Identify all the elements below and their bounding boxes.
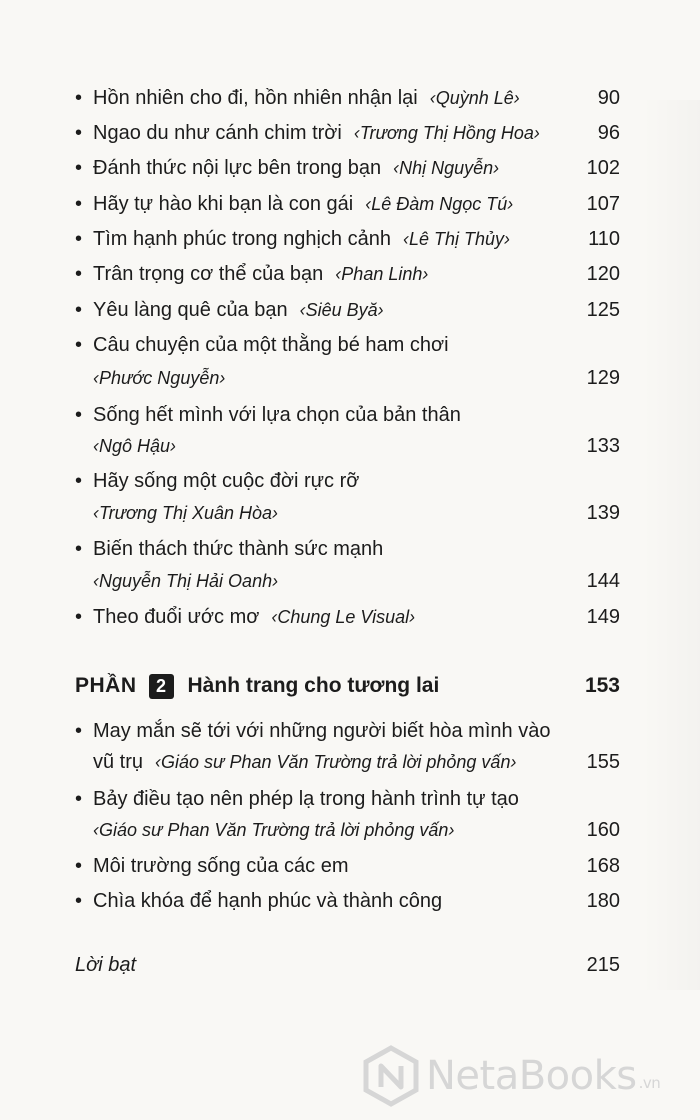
toc-afterword[interactable] <box>75 948 620 982</box>
entry-title: Trân trọng cơ thể của bạn <box>93 263 324 285</box>
bullet: • <box>75 538 83 560</box>
toc-entry[interactable] <box>75 398 620 432</box>
entry-title: Ngao du như cánh chim trời <box>93 122 342 144</box>
bullet: • <box>75 193 83 215</box>
toc-entry[interactable] <box>75 464 620 498</box>
bullet: • <box>75 890 83 912</box>
toc-entry-continuation <box>75 361 620 395</box>
watermark-brand: NetaBooks <box>426 1053 637 1099</box>
part-number-badge: 2 <box>149 674 174 699</box>
entry-title: Chìa khóa để hạnh phúc và thành công <box>93 890 443 912</box>
afterword-page: 215 <box>586 954 620 976</box>
entry-author: ‹Giáo sư Phan Văn Trường trả lời phỏng vấn› <box>155 752 517 772</box>
bullet: • <box>75 470 83 492</box>
entry-page: 149 <box>586 606 620 628</box>
entry-title: Đánh thức nội lực bên trong bạn <box>93 157 382 179</box>
part-title: Hành trang cho tương lai <box>187 674 440 697</box>
toc-entry[interactable] <box>75 782 620 816</box>
entry-title: Hãy tự hào khi bạn là con gái <box>93 193 354 215</box>
entry-author: ‹Phan Linh› <box>335 264 429 284</box>
entry-page: 168 <box>586 855 620 877</box>
netabooks-watermark <box>362 1042 692 1110</box>
entry-title: Biến thách thức thành sức mạnh <box>93 538 384 560</box>
part-page: 153 <box>584 674 620 697</box>
entry-page: 125 <box>586 299 620 321</box>
entry-page: 102 <box>586 157 620 179</box>
entry-author: ‹Nguyễn Thị Hải Oanh› <box>93 571 279 591</box>
toc-entry[interactable] <box>75 293 620 327</box>
part-label: PHẦN <box>75 674 137 697</box>
entry-page: 90 <box>597 87 620 109</box>
bullet: • <box>75 855 83 877</box>
entry-author: ‹Chung Le Visual› <box>271 607 416 627</box>
entry-page: 139 <box>586 502 620 524</box>
bullet: • <box>75 263 83 285</box>
toc-entry[interactable] <box>75 81 620 115</box>
entry-author: ‹Lê Thị Thủy› <box>402 229 511 249</box>
toc-entry-continuation <box>75 813 620 847</box>
toc-entry-continuation <box>75 745 620 779</box>
bullet: • <box>75 404 83 426</box>
entry-title: Môi trường sống của các em <box>93 855 349 877</box>
bullet: • <box>75 122 83 144</box>
entry-title: Tìm hạnh phúc trong nghịch cảnh <box>93 228 391 250</box>
bullet: • <box>75 87 83 109</box>
entry-page: 180 <box>586 890 620 912</box>
bullet: • <box>75 157 83 179</box>
watermark-suffix: .vn <box>638 1074 661 1092</box>
entry-page: 160 <box>586 819 620 841</box>
entry-title: Theo đuổi ước mơ <box>93 606 260 628</box>
netabooks-logo-icon <box>362 1045 420 1107</box>
bullet: • <box>75 228 83 250</box>
entry-page: 120 <box>586 263 620 285</box>
entry-page: 133 <box>586 435 620 457</box>
entry-author: ‹Trương Thị Xuân Hòa› <box>93 503 279 523</box>
toc-entry-continuation <box>75 564 620 598</box>
entry-title: Sống hết mình với lựa chọn của bản thân <box>93 404 461 426</box>
bullet: • <box>75 788 83 810</box>
entry-title-continuation: vũ trụ <box>93 751 144 773</box>
toc-entry[interactable] <box>75 532 620 566</box>
entry-author: ‹Nhị Nguyễn› <box>393 158 500 178</box>
toc-entry[interactable] <box>75 849 620 883</box>
bullet: • <box>75 334 83 356</box>
toc-entry[interactable] <box>75 222 620 256</box>
entry-author: ‹Ngô Hậu› <box>93 436 177 456</box>
entry-author: ‹Siêu Byă› <box>299 300 384 320</box>
bullet: • <box>75 299 83 321</box>
toc-entry[interactable] <box>75 328 620 362</box>
entry-page: 96 <box>597 122 620 144</box>
entry-title: Yêu làng quê của bạn <box>93 299 288 321</box>
toc-entry[interactable] <box>75 714 620 748</box>
toc-entry[interactable] <box>75 600 620 634</box>
entry-author: ‹Quỳnh Lê› <box>429 88 520 108</box>
toc-entry[interactable] <box>75 151 620 185</box>
bullet: • <box>75 606 83 628</box>
toc-entry[interactable] <box>75 884 620 918</box>
toc-entry-continuation <box>75 429 620 463</box>
part-heading[interactable] <box>75 668 620 704</box>
entry-author: ‹Giáo sư Phan Văn Trường trả lời phỏng vấn› <box>93 820 455 840</box>
entry-page: 144 <box>586 570 620 592</box>
entry-title: Câu chuyện của một thằng bé ham chơi <box>93 334 449 356</box>
bullet: • <box>75 720 83 742</box>
toc-entry[interactable] <box>75 116 620 150</box>
entry-title: Hãy sống một cuộc đời rực rỡ <box>93 470 360 492</box>
entry-author: ‹Trương Thị Hồng Hoa› <box>353 123 540 143</box>
entry-page: 155 <box>586 751 620 773</box>
entry-title: May mắn sẽ tới với những người biết hòa mình vào <box>93 720 551 742</box>
bleed-through-shade <box>642 100 700 990</box>
entry-title: Bảy điều tạo nên phép lạ trong hành trình tự tạo <box>93 788 519 810</box>
entry-page: 107 <box>586 193 620 215</box>
entry-page: 110 <box>588 228 620 250</box>
toc-entry[interactable] <box>75 187 620 221</box>
entry-author: ‹Phước Nguyễn› <box>93 368 226 388</box>
toc-entry[interactable] <box>75 257 620 291</box>
entry-page: 129 <box>586 367 620 389</box>
toc-entry-continuation <box>75 496 620 530</box>
entry-title: Hồn nhiên cho đi, hồn nhiên nhận lại <box>93 87 418 109</box>
entry-author: ‹Lê Đàm Ngọc Tú› <box>365 194 514 214</box>
afterword-title: Lời bạt <box>75 954 137 976</box>
